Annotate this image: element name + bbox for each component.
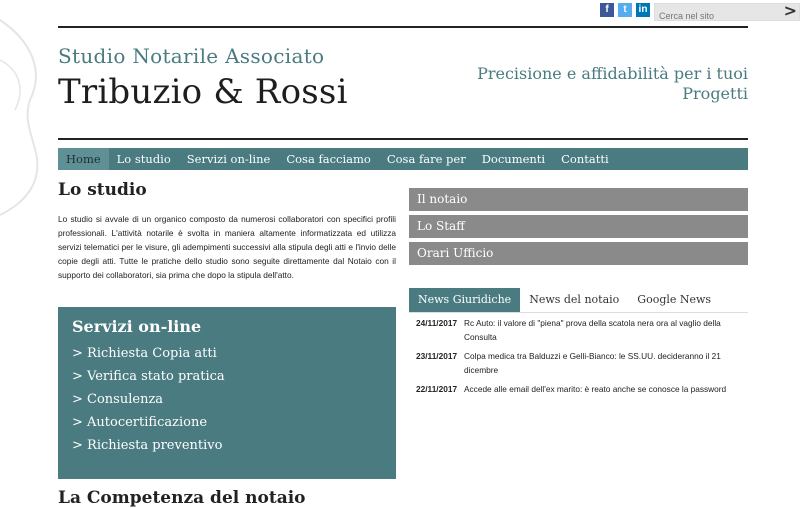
news-date: 23/11/2017	[416, 351, 458, 361]
service-link-consulenza[interactable]: > Consulenza	[72, 392, 164, 407]
search-input[interactable]	[655, 8, 779, 24]
section-title: Lo studio	[58, 180, 147, 200]
news-item	[409, 316, 748, 344]
service-link-autocertificazione[interactable]: > Autocertificazione	[72, 415, 208, 430]
twitter-icon[interactable]: t	[618, 3, 632, 17]
side-menu-orari-ufficio[interactable]: Orari Ufficio	[409, 242, 748, 265]
header-divider	[58, 138, 748, 140]
site-title: Tribuzio & Rossi	[58, 72, 348, 112]
news-tabs	[409, 288, 748, 312]
search-submit-button[interactable]: >	[783, 1, 797, 20]
side-menu	[409, 188, 748, 269]
tab-google-news[interactable]: Google News	[637, 293, 712, 306]
facebook-icon[interactable]: f	[600, 3, 614, 17]
news-title-link[interactable]: Colpa medica tra Balduzzi e Gelli-Bianco: le SS.UU. decideranno il 21 dicembre	[464, 351, 721, 375]
news-item	[409, 382, 748, 396]
nav-documenti[interactable]: Documenti	[481, 152, 546, 166]
tabs-divider	[409, 312, 748, 313]
service-link-preventivo[interactable]: > Richiesta preventivo	[72, 438, 223, 453]
main-nav	[58, 148, 748, 170]
social-links	[600, 3, 650, 17]
nav-lo-studio[interactable]: Lo studio	[116, 152, 171, 166]
news-item	[409, 349, 748, 377]
nav-cosa-facciamo[interactable]: Cosa facciamo	[286, 152, 371, 166]
service-link-stato-pratica[interactable]: > Verifica stato pratica	[72, 369, 225, 384]
top-divider	[58, 26, 748, 28]
linkedin-icon[interactable]: in	[636, 3, 650, 17]
nav-home[interactable]: Home	[58, 148, 109, 170]
search-box	[654, 3, 800, 21]
news-date: 22/11/2017	[416, 384, 458, 394]
intro-paragraph: Lo studio si avvale di un organico composto da numerosi collaboratori con specifici profili professionali. L'attività notarile è svolta in maniera altamente informatizzata ed utilizza servizi telematici per le visure, gli adempimenti successivi alla stipula degli atti e l'invio delle copie degli atti. Tutte le pratiche dello studio sono seguite direttamente dal Notaio con il supporto dei collaboratori, sia prima che dopo la stipula dell'atto.	[58, 214, 396, 280]
nav-servizi-online[interactable]: Servizi on-line	[186, 152, 271, 166]
site-subtitle: Studio Notarile Associato	[58, 44, 325, 68]
news-list	[409, 316, 748, 401]
service-link-copia-atti[interactable]: > Richiesta Copia atti	[72, 346, 217, 361]
site-tagline: Precisione e affidabilità per i tuoi Progetti	[477, 64, 748, 103]
nav-cosa-fare-per[interactable]: Cosa fare per	[386, 152, 466, 166]
nav-contatti[interactable]: Contatti	[561, 152, 609, 166]
services-title: Servizi on-line	[72, 317, 202, 336]
news-date: 24/11/2017	[416, 318, 458, 328]
tab-news-notaio[interactable]: News del notaio	[529, 293, 620, 306]
decorative-seal-graphic	[0, 0, 60, 220]
side-menu-lo-staff[interactable]: Lo Staff	[409, 215, 748, 238]
section-title-competenza: La Competenza del notaio	[58, 488, 306, 508]
side-menu-il-notaio[interactable]: Il notaio	[409, 188, 748, 211]
news-title-link[interactable]: Accede alle email dell'ex marito: è reato anche se conosce la password	[464, 384, 727, 394]
services-box	[58, 307, 396, 479]
tab-news-giuridiche[interactable]: News Giuridiche	[409, 288, 520, 312]
news-title-link[interactable]: Rc Auto: il valore di "piena" prova della scatola nera ora al vaglio della Consulta	[464, 318, 721, 342]
